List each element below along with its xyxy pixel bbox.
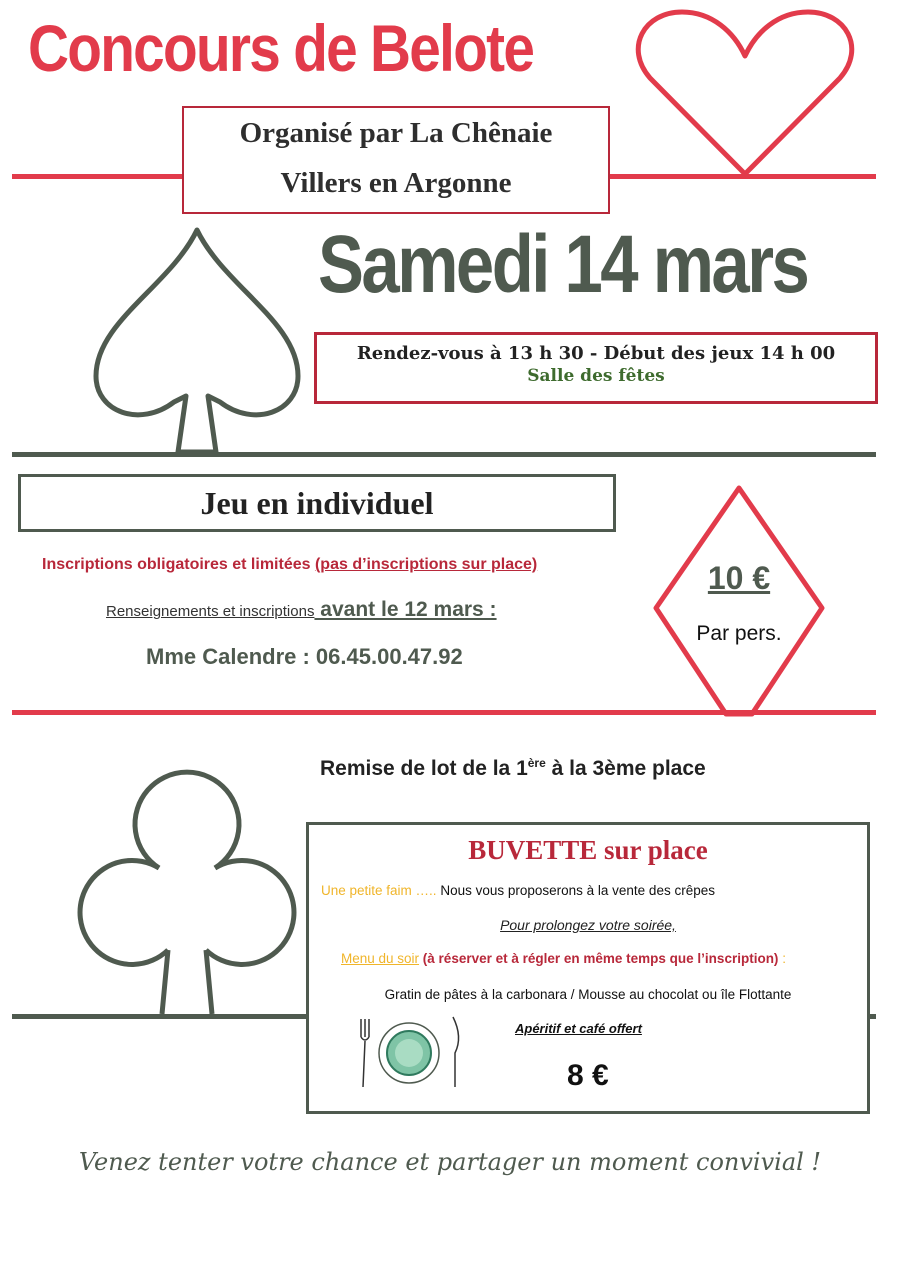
entry-price: 10 € [707, 560, 771, 596]
event-date: Samedi 14 mars [318, 219, 808, 310]
snack-text: Nous vous proposerons à la vente des crêpes [436, 883, 715, 898]
prolong-line: Pour prolongez votre soirée, [500, 917, 676, 933]
aperitif-offer: Apéritif et café offert [515, 1021, 642, 1036]
diamond-icon [650, 484, 828, 718]
footer-slogan: Venez tenter votre chance et partager un moment convivial ! [78, 1148, 822, 1176]
menu-colon: : [778, 951, 786, 966]
page-title: Concours de Belote [28, 11, 534, 85]
menu-note: (à réserver et à régler en même temps que l’inscription) [419, 951, 779, 966]
prizes-line [320, 756, 706, 781]
inscriptions-note: (pas d’inscriptions sur place) [314, 556, 538, 573]
snack-line [321, 883, 715, 898]
red-rule-top-left [12, 174, 184, 179]
snack-label: Une petite faim ….. [321, 883, 437, 898]
info-small: Renseignements et inscriptions [106, 603, 315, 620]
menu-items: Gratin de pâtes à la carbonara / Mousse au chocolat ou île Flottante [384, 987, 792, 1002]
buvette-title: BUVETTE sur place [468, 835, 708, 865]
prizes-post: à la 3ème place [545, 757, 706, 780]
info-line [106, 598, 497, 622]
heart-icon [630, 8, 860, 180]
menu-label: Menu du soir [341, 951, 420, 966]
menu-line [341, 951, 786, 966]
spade-icon [90, 226, 304, 456]
contact-phone: Mme Calendre : 06.45.00.47.92 [146, 644, 463, 669]
venue: Salle des fêtes [527, 366, 665, 386]
prizes-sup: ère [527, 756, 546, 770]
game-type-box: Jeu en individuel [18, 474, 616, 532]
menu-price: 8 € [567, 1059, 609, 1092]
buvette-box [306, 822, 870, 1114]
info-deadline: avant le 12 mars : [314, 598, 497, 621]
organizer-place: Villers en Argonne [280, 167, 512, 199]
price-per-person: Par pers. [696, 622, 782, 645]
prizes-pre: Remise de lot de la 1 [320, 757, 528, 780]
organizer-box [182, 106, 610, 214]
plate-cutlery-icon [351, 1013, 471, 1093]
schedule-box [314, 332, 878, 404]
organizer-line: Organisé par La Chênaie [239, 117, 553, 149]
inscriptions-notice [42, 556, 537, 574]
schedule-times: Rendez-vous à 13 h 30 - Début des jeux 14 h 00 [356, 343, 836, 364]
club-icon [64, 758, 310, 1016]
inscriptions-text: Inscriptions obligatoires et limitées [42, 556, 311, 573]
